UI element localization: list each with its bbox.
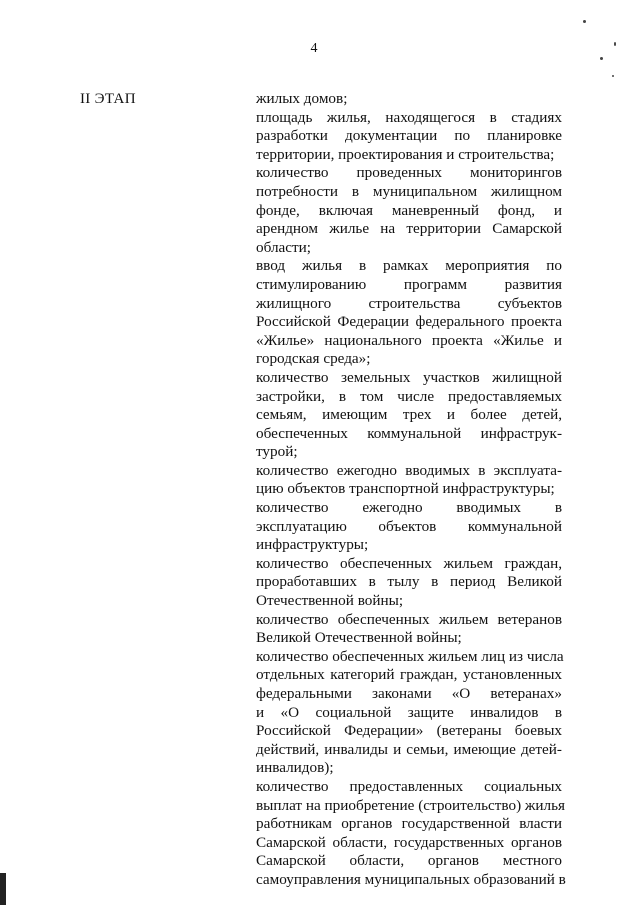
text-line: территории, проектирования и строительства; — [256, 145, 555, 163]
document-body — [256, 90, 566, 890]
text-line: жилищного строительства субъектов — [256, 294, 562, 312]
text-line: площадь жилья, находящегося в стадиях — [256, 108, 562, 126]
stage-label: II ЭТАП — [80, 91, 136, 107]
text-line: городская среда»; — [256, 350, 371, 368]
text-line: действий, инвалиды и семьи, имеющие детей- — [256, 740, 562, 758]
text-line: федеральными законами «О ветеранах» — [256, 685, 562, 702]
text-line: семьям, имеющим трех и более детей, — [256, 406, 562, 424]
scan-speck — [612, 75, 614, 77]
scan-speck — [583, 20, 586, 23]
text-line: Российской Федерации федерального проекта — [256, 313, 562, 331]
text-line: ввод жилья в рамках мероприятия по — [256, 257, 562, 275]
text-line: отдельных категорий граждан, установленных — [256, 666, 562, 684]
text-line: количество обеспеченных жильем лиц из числа — [256, 647, 564, 665]
scan-edge-mark — [0, 873, 6, 905]
text-line: инфраструктуры; — [256, 536, 369, 554]
text-line: области; — [256, 238, 311, 256]
text-line: обеспеченных коммунальной инфраструк- — [256, 424, 562, 442]
text-line: арендном жилье на территории Самарской — [256, 220, 562, 238]
scan-speck — [614, 42, 616, 46]
text-line: турой; — [256, 443, 298, 461]
page-number: 4 — [310, 41, 318, 56]
text-line: «Жилье» национального проекта «Жилье и — [256, 331, 562, 349]
text-line: жилых домов; — [256, 90, 348, 107]
text-line: стимулированию программ развития — [256, 275, 562, 293]
text-line: количество обеспеченных жильем граждан, — [256, 554, 562, 572]
text-line: количество проведенных мониторингов — [256, 164, 562, 182]
text-line: работникам органов государственной власти — [256, 815, 562, 833]
text-line: количество ежегодно вводимых в эксплуата- — [256, 461, 562, 479]
text-line: разработки документации по планировке — [256, 127, 562, 145]
scan-speck — [600, 57, 603, 60]
text-line: фонде, включая маневренный фонд, и — [256, 201, 562, 219]
text-line: самоуправления муниципальных образований в — [256, 870, 566, 888]
text-line: застройки, в том числе предоставляемых — [256, 387, 562, 405]
text-line: инвалидов); — [256, 759, 334, 777]
text-line: цию объектов транспортной инфраструктуры; — [256, 480, 555, 498]
text-line: и «О социальной защите инвалидов в — [256, 703, 562, 721]
text-line: Самарской области, государственных органов — [256, 833, 562, 851]
text-line: количество предоставленных социальных — [256, 777, 562, 795]
text-line: Самарской области, органов местного — [256, 852, 562, 870]
text-line: количество земельных участков жилищной — [256, 368, 562, 386]
text-line: эксплуатацию объектов коммунальной — [256, 517, 562, 535]
text-line: проработавших в тылу в период Великой — [256, 573, 562, 591]
text-line: потребности в муниципальном жилищном — [256, 182, 562, 200]
text-line: количество ежегодно вводимых в — [256, 499, 562, 517]
text-line: Великой Отечественной войны; — [256, 629, 462, 647]
text-line: выплат на приобретение (строительство) жилья — [256, 796, 566, 814]
text-line: количество обеспеченных жильем ветеранов — [256, 610, 562, 628]
text-line: Отечественной войны; — [256, 592, 404, 610]
text-line: Российской Федерации» (ветераны боевых — [256, 722, 562, 740]
